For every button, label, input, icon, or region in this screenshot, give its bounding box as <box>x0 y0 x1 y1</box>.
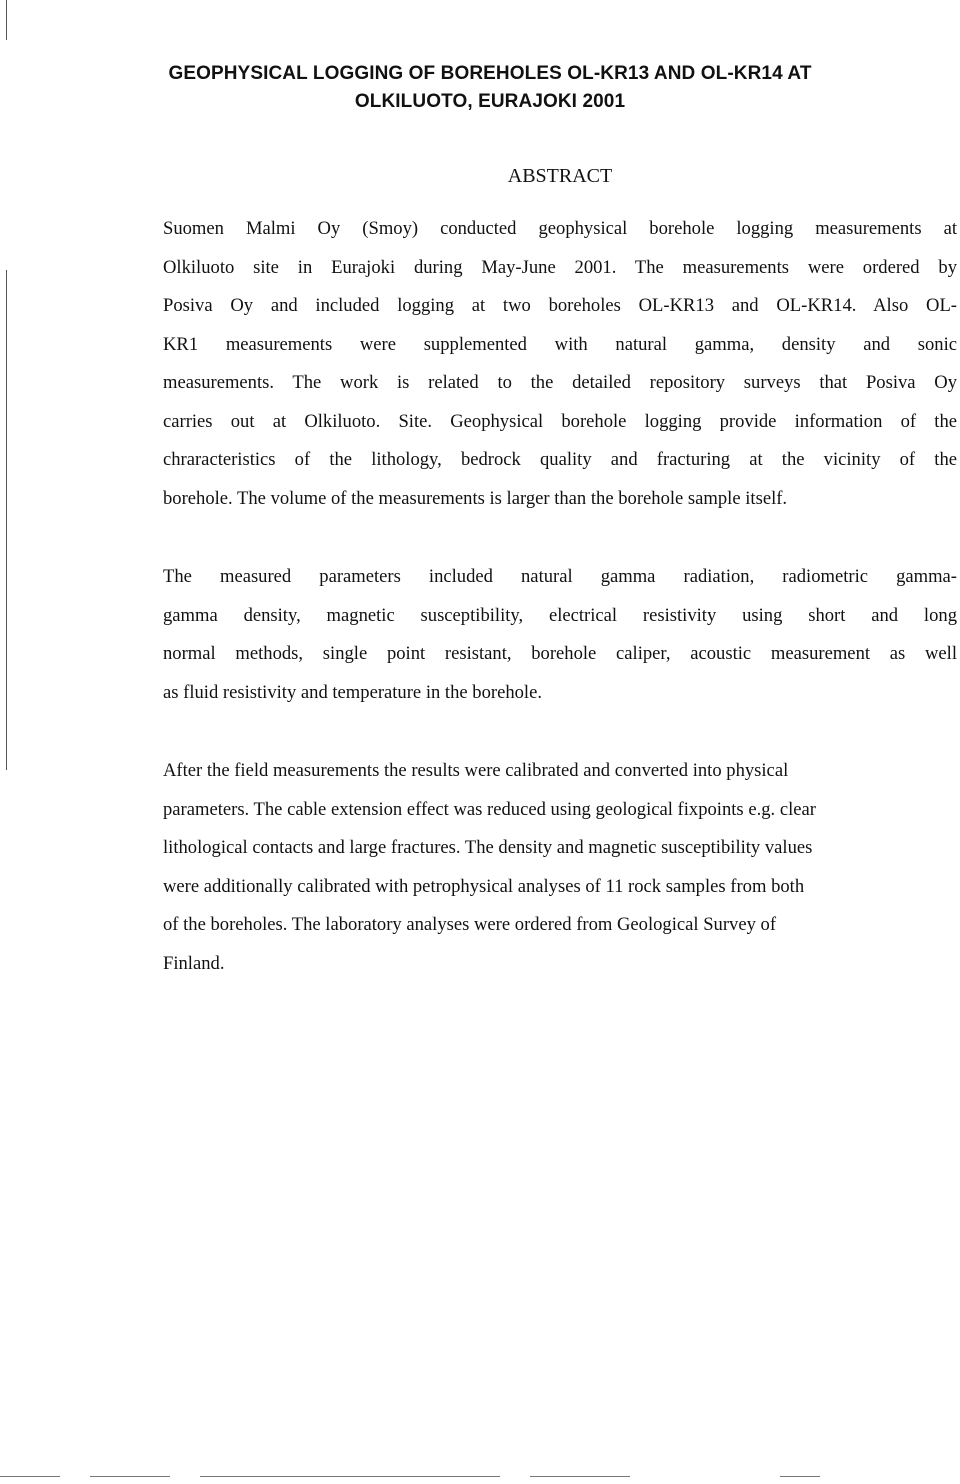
text-line: chraracteristics of the lithology, bedrock quality and fracturing at the vicinity of the <box>163 449 957 470</box>
abstract-paragraph-2 <box>163 558 957 712</box>
text-line: measurements. The work is related to the detailed repository surveys that Posiva Oy <box>163 372 957 393</box>
text-line: After the field measurements the results were calibrated and converted into physical <box>163 760 789 781</box>
text-line: as fluid resistivity and temperature in the borehole. <box>163 681 542 703</box>
document-title <box>150 60 830 116</box>
text-line: were additionally calibrated with petrophysical analyses of 11 rock samples from both <box>163 875 805 897</box>
title-line-1: GEOPHYSICAL LOGGING OF BOREHOLES OL-KR13 AND OL-KR14 AT <box>168 63 812 84</box>
text-line: Posiva Oy and included logging at two boreholes OL-KR13 and OL-KR14. Also OL- <box>163 295 957 316</box>
abstract-paragraph-1 <box>163 210 957 518</box>
text-line: normal methods, single point resistant, borehole caliper, acoustic measurement as well <box>163 643 957 664</box>
text-line: parameters. The cable extension effect was reduced using geological fixpoints e.g. clear <box>163 798 816 820</box>
scan-bottom-line <box>90 1476 170 1477</box>
scan-bottom-line <box>780 1476 820 1477</box>
text-line: KR1 measurements were supplemented with natural gamma, density and sonic <box>163 333 957 355</box>
abstract-heading: ABSTRACT <box>507 165 613 187</box>
scan-bottom-line <box>0 1476 60 1477</box>
scan-margin-line-top <box>6 0 7 40</box>
text-line: Suomen Malmi Oy (Smoy) conducted geophysical borehole logging measurements at <box>163 218 957 239</box>
text-line: of the boreholes. The laboratory analyses were ordered from Geological Survey of <box>163 914 777 935</box>
scan-bottom-line <box>530 1476 630 1477</box>
text-line: gamma density, magnetic susceptibility, electrical resistivity using short and long <box>163 604 957 626</box>
text-line: Finland. <box>163 952 225 974</box>
abstract-paragraph-3 <box>163 752 957 983</box>
text-line: The measured parameters included natural gamma radiation, radiometric gamma- <box>163 566 957 587</box>
text-line: Olkiluoto site in Eurajoki during May-June 2001. The measurements were ordered by <box>163 256 957 278</box>
title-line-2: OLKILUOTO, EURAJOKI 2001 <box>354 91 626 112</box>
text-line: lithological contacts and large fractures. The density and magnetic susceptibility values <box>163 837 813 858</box>
scan-bottom-line <box>200 1476 500 1477</box>
scan-margin-line-left <box>6 270 7 770</box>
text-line: borehole. The volume of the measurements is larger than the borehole sample itself. <box>163 487 788 509</box>
text-line: carries out at Olkiluoto. Site. Geophysical borehole logging provide information of the <box>163 410 957 432</box>
